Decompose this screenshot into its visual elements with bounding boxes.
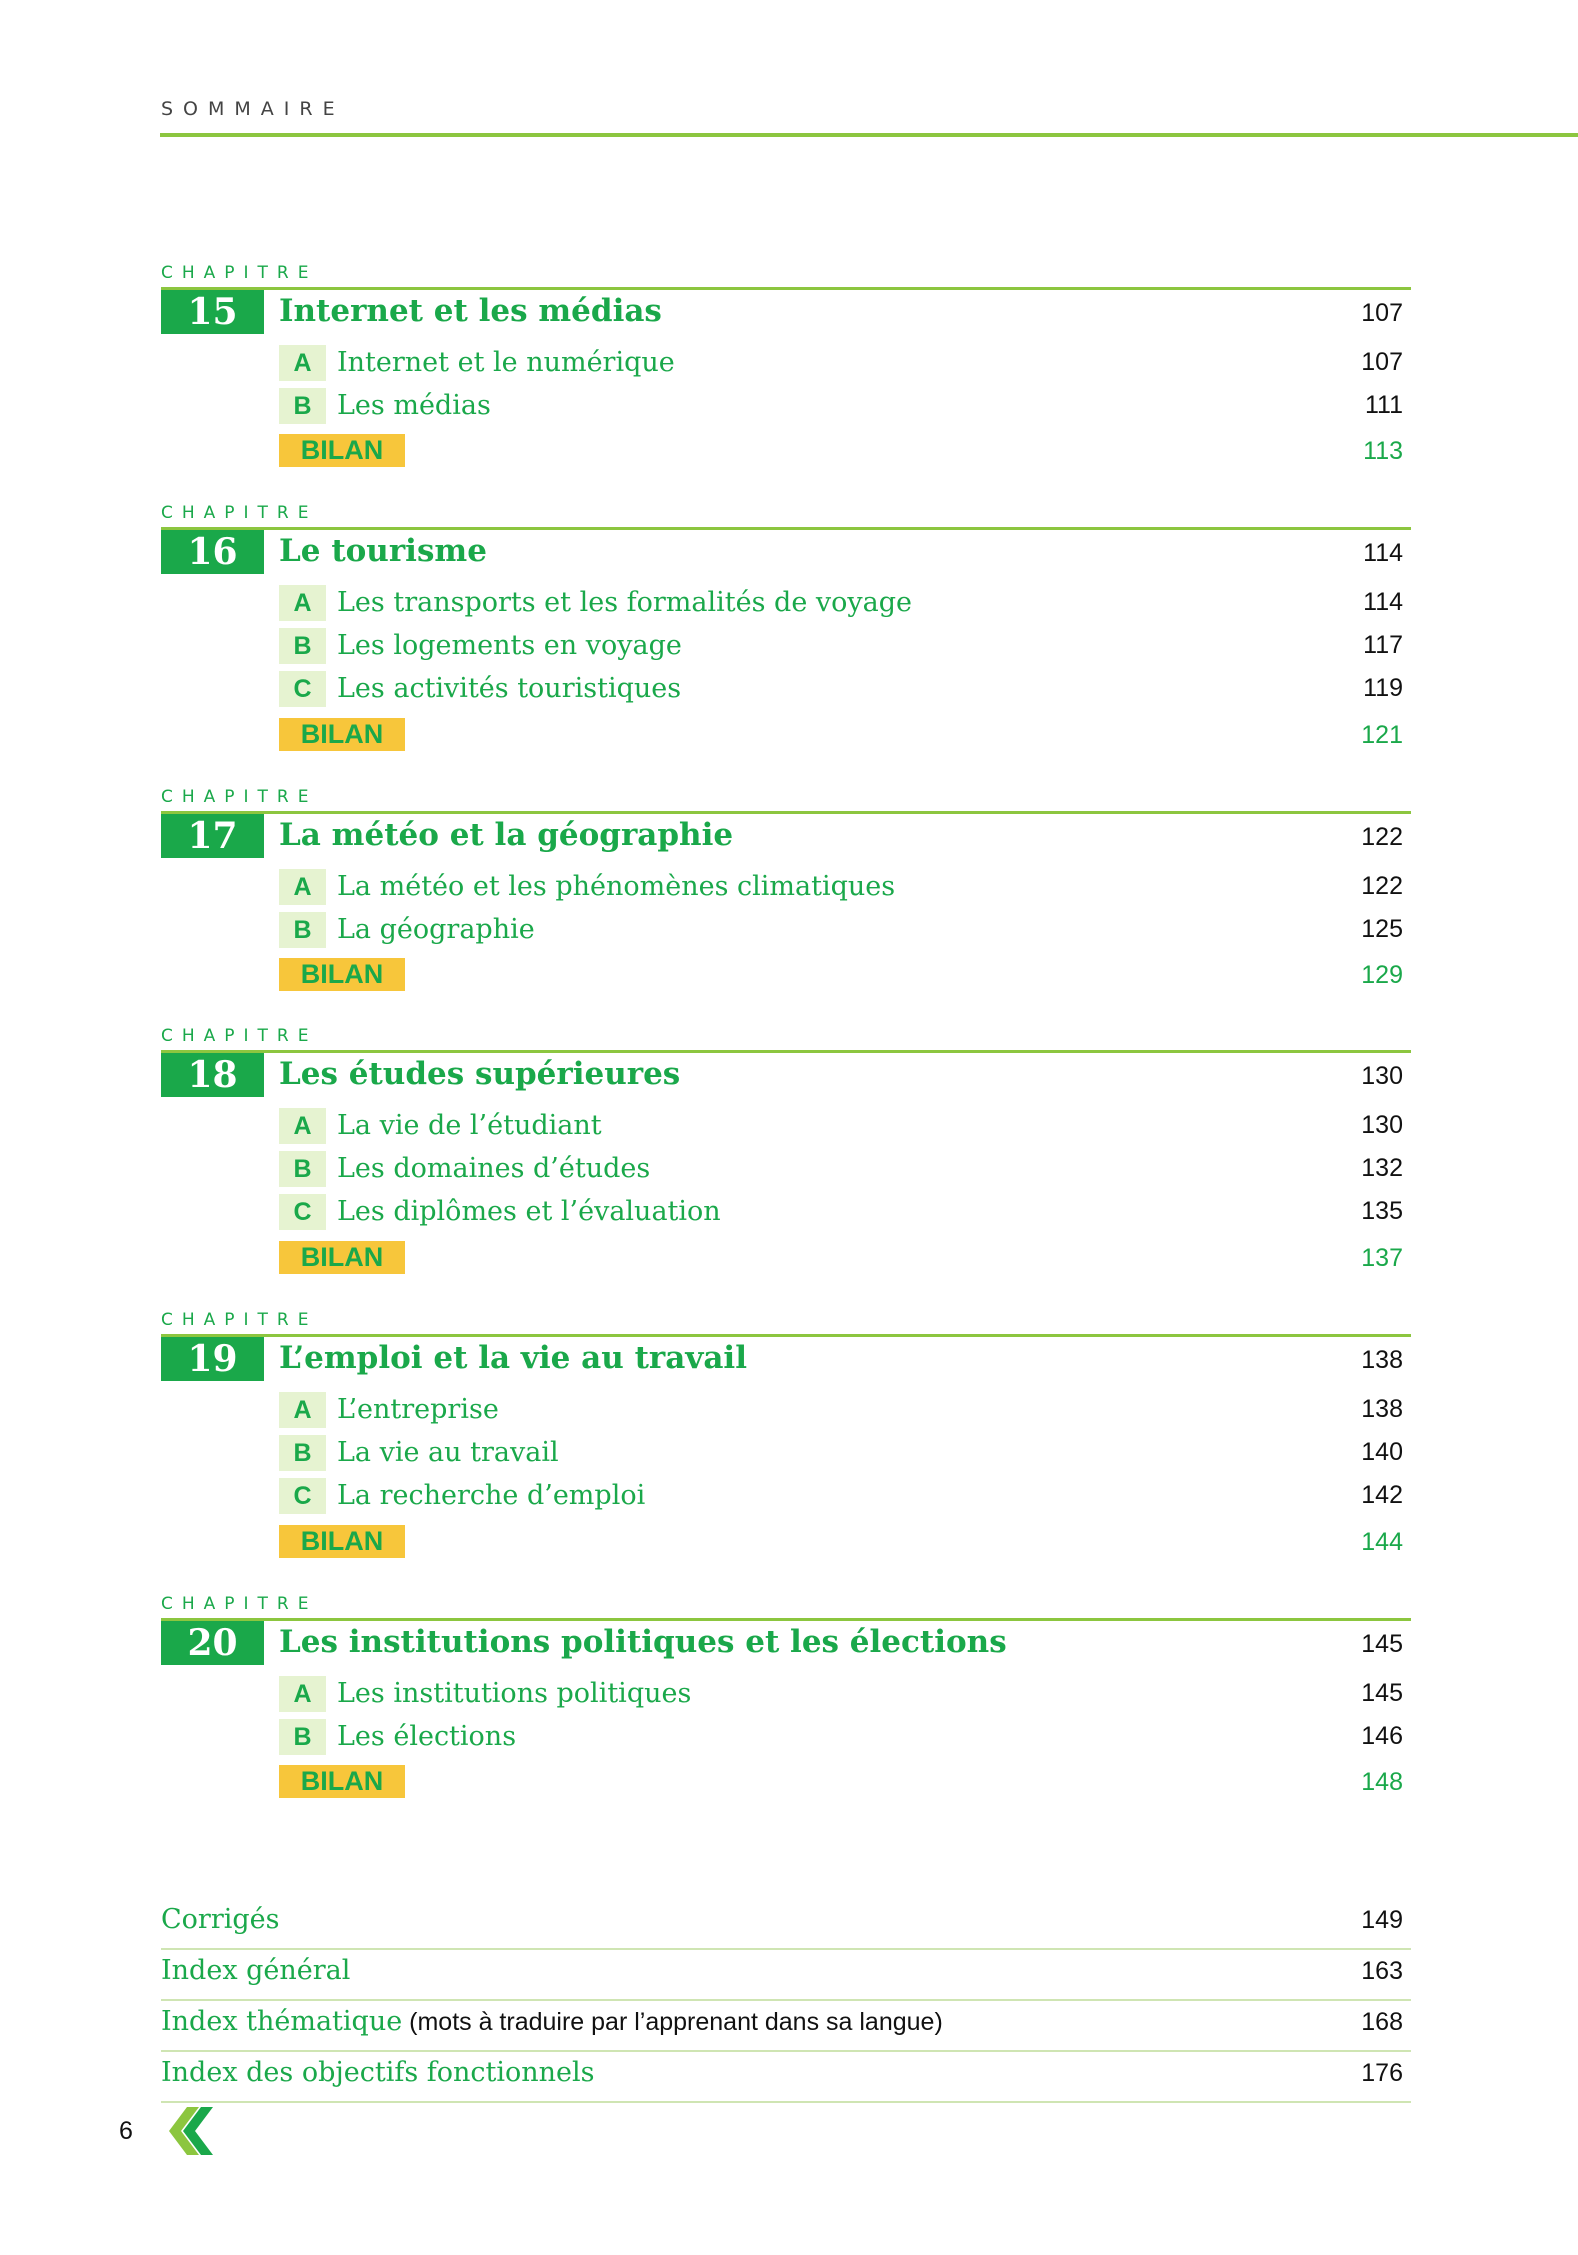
- section-page: 135: [1361, 1197, 1403, 1225]
- section-letter: A: [279, 869, 326, 905]
- section-page: 130: [1361, 1111, 1403, 1139]
- extra-rule: [161, 2050, 1411, 2052]
- section-title: L’entreprise: [337, 1394, 499, 1425]
- chapter-title[interactable]: Internet et les médias: [279, 293, 662, 329]
- section-title: Les diplômes et l’évaluation: [337, 1196, 721, 1227]
- bilan-badge[interactable]: BILAN: [279, 1525, 405, 1558]
- chapter-number: 15: [161, 290, 264, 334]
- section-letter: A: [279, 585, 326, 621]
- section-title: La géographie: [337, 914, 535, 945]
- bilan-badge[interactable]: BILAN: [279, 958, 405, 991]
- chapter-label: CHAPITRE: [161, 1310, 318, 1330]
- section-item[interactable]: [279, 585, 1411, 621]
- extra-page: 149: [1361, 1906, 1403, 1934]
- section-item[interactable]: [279, 1151, 1411, 1187]
- chapter-16: [161, 503, 1411, 753]
- chapter-number: 16: [161, 530, 264, 574]
- chapter-page: 122: [1361, 823, 1403, 851]
- bilan-page: 144: [1361, 1528, 1403, 1556]
- chapter-title[interactable]: Les institutions politiques et les élections: [279, 1624, 1007, 1660]
- section-page: 145: [1361, 1679, 1403, 1707]
- section-page: 138: [1361, 1395, 1403, 1423]
- section-letter: B: [279, 628, 326, 664]
- section-letter: B: [279, 388, 326, 424]
- section-item[interactable]: [279, 1435, 1411, 1471]
- extra-title-text: Corrigés: [161, 1904, 280, 1935]
- chapter-number: 17: [161, 814, 264, 858]
- section-letter: A: [279, 1108, 326, 1144]
- section-title: La météo et les phénomènes climatiques: [337, 871, 896, 902]
- section-title: Les médias: [337, 390, 491, 421]
- section-title: Les domaines d’études: [337, 1153, 651, 1184]
- extra-note: (mots à traduire par l’apprenant dans sa langue): [402, 2008, 943, 2036]
- section-title: La vie de l’étudiant: [337, 1110, 602, 1141]
- section-title: Les transports et les formalités de voyage: [337, 587, 913, 618]
- section-letter: C: [279, 1194, 326, 1230]
- section-page: 132: [1361, 1154, 1403, 1182]
- chapter-page: 138: [1361, 1346, 1403, 1374]
- extra-rule: [161, 1999, 1411, 2001]
- section-page: 107: [1361, 348, 1403, 376]
- bilan-badge[interactable]: BILAN: [279, 1765, 405, 1798]
- section-item[interactable]: [279, 1719, 1411, 1755]
- chapter-rule: [161, 1050, 1411, 1053]
- section-title: Les institutions politiques: [337, 1678, 692, 1709]
- chapter-number: 20: [161, 1621, 264, 1665]
- bilan-page: 137: [1361, 1244, 1403, 1272]
- extra-page: 168: [1361, 2008, 1403, 2036]
- extra-rule: [161, 1948, 1411, 1950]
- section-page: 125: [1361, 915, 1403, 943]
- section-item[interactable]: [279, 869, 1411, 905]
- bilan-page: 113: [1363, 437, 1403, 465]
- chapter-rule: [161, 287, 1411, 290]
- extra-title-text: Index thématique: [161, 2006, 403, 2037]
- extra-title-text: Index général: [161, 1955, 351, 1986]
- bilan-page: 148: [1361, 1768, 1403, 1796]
- chapter-page: 114: [1363, 539, 1403, 567]
- extra-title: [161, 2006, 943, 2037]
- extra-page: 176: [1361, 2059, 1403, 2087]
- section-item[interactable]: [279, 1676, 1411, 1712]
- section-page: 146: [1361, 1722, 1403, 1750]
- section-title: Internet et le numérique: [337, 347, 675, 378]
- chapter-number: 19: [161, 1337, 264, 1381]
- section-title: La recherche d’emploi: [337, 1480, 646, 1511]
- section-letter: A: [279, 345, 326, 381]
- section-page: 111: [1364, 391, 1403, 419]
- bilan-page: 129: [1361, 961, 1403, 989]
- section-letter: B: [279, 1151, 326, 1187]
- chapter-17: [161, 787, 1411, 997]
- chapter-rule: [161, 527, 1411, 530]
- section-item[interactable]: [279, 388, 1411, 424]
- chapter-rule: [161, 811, 1411, 814]
- page-number: 6: [119, 2117, 133, 2145]
- chapter-18: [161, 1026, 1411, 1276]
- header-rule: [160, 133, 1578, 137]
- bilan-page: 121: [1361, 721, 1403, 749]
- section-page: 117: [1363, 631, 1403, 659]
- chapter-20: [161, 1594, 1411, 1804]
- section-item[interactable]: [279, 671, 1411, 707]
- bilan-badge[interactable]: BILAN: [279, 718, 405, 751]
- section-item[interactable]: [279, 1194, 1411, 1230]
- section-page: 114: [1363, 588, 1403, 616]
- extra-rule: [161, 2101, 1411, 2103]
- section-item[interactable]: [279, 345, 1411, 381]
- chapter-rule: [161, 1618, 1411, 1621]
- chapter-label: CHAPITRE: [161, 787, 318, 807]
- chapter-label: CHAPITRE: [161, 1026, 318, 1046]
- section-letter: A: [279, 1676, 326, 1712]
- page-header-title: SOMMAIRE: [161, 98, 345, 120]
- section-letter: B: [279, 1719, 326, 1755]
- chapter-title[interactable]: L’emploi et la vie au travail: [279, 1340, 747, 1376]
- chapter-page: 107: [1361, 299, 1403, 327]
- section-letter: C: [279, 671, 326, 707]
- chapter-15: [161, 263, 1411, 473]
- chapter-rule: [161, 1334, 1411, 1337]
- chapter-title[interactable]: Les études supérieures: [279, 1056, 681, 1092]
- extra-title-text: Index des objectifs fonctionnels: [161, 2057, 595, 2088]
- chapter-title[interactable]: Le tourisme: [279, 533, 487, 569]
- section-letter: C: [279, 1478, 326, 1514]
- section-letter: B: [279, 912, 326, 948]
- section-item[interactable]: [279, 912, 1411, 948]
- chapter-page: 145: [1361, 1630, 1403, 1658]
- extra-title: [161, 1904, 279, 1935]
- extra-item-corriges[interactable]: [161, 1904, 1411, 1954]
- section-page: 140: [1361, 1438, 1403, 1466]
- section-page: 122: [1361, 872, 1403, 900]
- bilan-badge[interactable]: BILAN: [279, 434, 405, 467]
- chapter-number: 18: [161, 1053, 264, 1097]
- section-item[interactable]: [279, 1108, 1411, 1144]
- section-letter: B: [279, 1435, 326, 1471]
- chapter-label: CHAPITRE: [161, 503, 318, 523]
- extra-title: [161, 2057, 595, 2088]
- section-title: Les logements en voyage: [337, 630, 682, 661]
- section-page: 142: [1361, 1481, 1403, 1509]
- chapter-page: 130: [1361, 1062, 1403, 1090]
- extra-item-index-thematique[interactable]: [161, 2006, 1411, 2056]
- section-item[interactable]: [279, 1478, 1411, 1514]
- section-page: 119: [1363, 674, 1403, 702]
- extra-page: 163: [1361, 1957, 1403, 1985]
- section-letter: A: [279, 1392, 326, 1428]
- extra-item-index-general[interactable]: [161, 1955, 1411, 2005]
- chapter-19: [161, 1310, 1411, 1560]
- bilan-badge[interactable]: BILAN: [279, 1241, 405, 1274]
- chapter-label: CHAPITRE: [161, 263, 318, 283]
- section-item[interactable]: [279, 628, 1411, 664]
- section-title: Les élections: [337, 1721, 517, 1752]
- section-item[interactable]: [279, 1392, 1411, 1428]
- chapter-title[interactable]: La météo et la géographie: [279, 817, 734, 853]
- double-chevron-left-icon[interactable]: [165, 2105, 217, 2157]
- section-title: Les activités touristiques: [337, 673, 682, 704]
- extra-title: [161, 1955, 350, 1986]
- chapter-label: CHAPITRE: [161, 1594, 318, 1614]
- extra-item-index-objectifs[interactable]: [161, 2057, 1411, 2107]
- section-title: La vie au travail: [337, 1437, 559, 1468]
